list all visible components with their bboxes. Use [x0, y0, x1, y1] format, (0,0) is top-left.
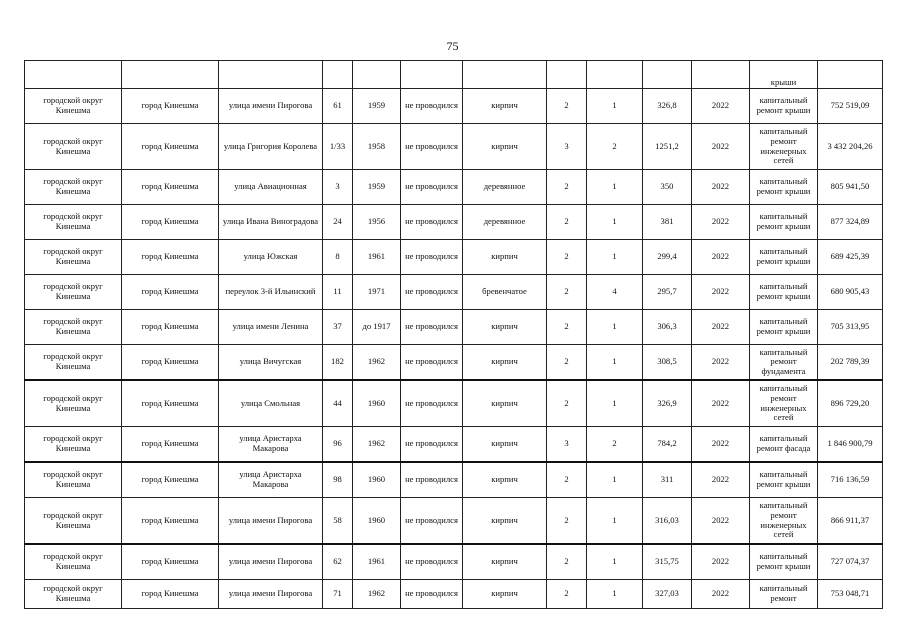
carry-cell — [353, 61, 401, 89]
previous-repair-cell: не проводился — [401, 580, 463, 609]
house-number-cell: 44 — [323, 380, 353, 427]
work-type-cell: капитальный ремонт фасада — [750, 427, 818, 463]
build-year-cell: 1956 — [353, 205, 401, 240]
street-cell: улица имени Ленина — [219, 310, 323, 345]
street-cell: улица имени Пирогова — [219, 544, 323, 580]
district-cell: городской округ Кинешма — [25, 498, 122, 545]
city-cell: город Кинешма — [122, 427, 219, 463]
table-row — [25, 544, 883, 580]
carry-cell — [818, 61, 883, 89]
cost-cell: 877 324,89 — [818, 205, 883, 240]
entrances-cell: 1 — [587, 205, 643, 240]
area-cell: 311 — [643, 462, 692, 498]
district-cell: городской округ Кинешма — [25, 124, 122, 170]
street-cell: улица Аристарха Макарова — [219, 462, 323, 498]
build-year-cell: 1962 — [353, 427, 401, 463]
city-cell: город Кинешма — [122, 275, 219, 310]
street-cell: улица Ивана Виноградова — [219, 205, 323, 240]
build-year-cell: 1960 — [353, 380, 401, 427]
entrances-cell: 2 — [587, 427, 643, 463]
table-row — [25, 275, 883, 310]
build-year-cell: 1961 — [353, 544, 401, 580]
area-cell: 326,8 — [643, 89, 692, 124]
district-cell: городской округ Кинешма — [25, 310, 122, 345]
district-cell: городской округ Кинешма — [25, 380, 122, 427]
entrances-cell: 1 — [587, 310, 643, 345]
city-cell: город Кинешма — [122, 170, 219, 205]
city-cell: город Кинешма — [122, 89, 219, 124]
build-year-cell: 1960 — [353, 498, 401, 545]
street-cell: улица Аристарха Макарова — [219, 427, 323, 463]
previous-repair-cell: не проводился — [401, 462, 463, 498]
wall-material-cell: бревенчатое — [463, 275, 547, 310]
build-year-cell: 1971 — [353, 275, 401, 310]
city-cell: город Кинешма — [122, 462, 219, 498]
wall-material-cell: кирпич — [463, 380, 547, 427]
house-number-cell: 1/33 — [323, 124, 353, 170]
page-number: 75 — [446, 39, 459, 53]
table-row — [25, 580, 883, 609]
carry-cell — [401, 61, 463, 89]
city-cell: город Кинешма — [122, 240, 219, 275]
entrances-cell: 1 — [587, 544, 643, 580]
carry-cell — [463, 61, 547, 89]
house-number-cell: 61 — [323, 89, 353, 124]
area-cell: 306,3 — [643, 310, 692, 345]
wall-material-cell: деревянное — [463, 170, 547, 205]
district-cell: городской округ Кинешма — [25, 170, 122, 205]
floors-cell: 2 — [547, 380, 587, 427]
floors-cell: 2 — [547, 498, 587, 545]
build-year-cell: 1960 — [353, 462, 401, 498]
work-type-cell: капитальный ремонт крыши — [750, 275, 818, 310]
plan-year-cell: 2022 — [692, 240, 750, 275]
area-cell: 1251,2 — [643, 124, 692, 170]
cost-cell: 752 519,09 — [818, 89, 883, 124]
table-body — [25, 61, 883, 609]
wall-material-cell: кирпич — [463, 345, 547, 381]
house-number-cell: 96 — [323, 427, 353, 463]
build-year-cell: 1958 — [353, 124, 401, 170]
table-row — [25, 170, 883, 205]
street-cell: улица Вичугская — [219, 345, 323, 381]
cost-cell: 753 048,71 — [818, 580, 883, 609]
plan-year-cell: 2022 — [692, 462, 750, 498]
plan-year-cell: 2022 — [692, 580, 750, 609]
street-cell: улица Южская — [219, 240, 323, 275]
floors-cell: 2 — [547, 205, 587, 240]
previous-repair-cell: не проводился — [401, 275, 463, 310]
entrances-cell: 1 — [587, 240, 643, 275]
cost-cell: 3 432 204,26 — [818, 124, 883, 170]
district-cell: городской округ Кинешма — [25, 345, 122, 381]
cost-cell: 1 846 900,79 — [818, 427, 883, 463]
street-cell: улица имени Пирогова — [219, 498, 323, 545]
previous-repair-cell: не проводился — [401, 310, 463, 345]
entrances-cell: 1 — [587, 345, 643, 381]
previous-repair-cell: не проводился — [401, 380, 463, 427]
cost-cell: 866 911,37 — [818, 498, 883, 545]
plan-year-cell: 2022 — [692, 427, 750, 463]
house-number-cell: 8 — [323, 240, 353, 275]
area-cell: 381 — [643, 205, 692, 240]
wall-material-cell: кирпич — [463, 89, 547, 124]
plan-year-cell: 2022 — [692, 89, 750, 124]
cost-cell: 689 425,39 — [818, 240, 883, 275]
entrances-cell: 2 — [587, 124, 643, 170]
floors-cell: 2 — [547, 544, 587, 580]
wall-material-cell: кирпич — [463, 462, 547, 498]
cost-cell: 716 136,59 — [818, 462, 883, 498]
plan-year-cell: 2022 — [692, 380, 750, 427]
street-cell: улица имени Пирогова — [219, 89, 323, 124]
carry-cell — [587, 61, 643, 89]
floors-cell: 2 — [547, 310, 587, 345]
wall-material-cell: кирпич — [463, 240, 547, 275]
city-cell: город Кинешма — [122, 310, 219, 345]
district-cell: городской округ Кинешма — [25, 89, 122, 124]
area-cell: 326,9 — [643, 380, 692, 427]
wall-material-cell: кирпич — [463, 124, 547, 170]
floors-cell: 2 — [547, 275, 587, 310]
street-cell: улица Григория Королева — [219, 124, 323, 170]
work-type-cell: капитальный ремонт крыши — [750, 310, 818, 345]
plan-year-cell: 2022 — [692, 345, 750, 381]
district-cell: городской округ Кинешма — [25, 544, 122, 580]
street-cell: улица Смольная — [219, 380, 323, 427]
work-type-cell: капитальный ремонт — [750, 580, 818, 609]
city-cell: город Кинешма — [122, 380, 219, 427]
entrances-cell: 4 — [587, 275, 643, 310]
area-cell: 299,4 — [643, 240, 692, 275]
district-cell: городской округ Кинешма — [25, 580, 122, 609]
house-number-cell: 24 — [323, 205, 353, 240]
work-type-cell: капитальный ремонт крыши — [750, 544, 818, 580]
cost-cell: 680 905,43 — [818, 275, 883, 310]
previous-repair-cell: не проводился — [401, 124, 463, 170]
previous-repair-cell: не проводился — [401, 427, 463, 463]
city-cell: город Кинешма — [122, 345, 219, 381]
previous-repair-cell: не проводился — [401, 89, 463, 124]
street-cell: улица имени Пирогова — [219, 580, 323, 609]
house-number-cell: 3 — [323, 170, 353, 205]
city-cell: город Кинешма — [122, 498, 219, 545]
plan-year-cell: 2022 — [692, 205, 750, 240]
area-cell: 308,5 — [643, 345, 692, 381]
plan-year-cell: 2022 — [692, 498, 750, 545]
carry-over-row — [25, 61, 883, 89]
entrances-cell: 1 — [587, 462, 643, 498]
previous-repair-cell: не проводился — [401, 498, 463, 545]
wall-material-cell: кирпич — [463, 498, 547, 545]
wall-material-cell: кирпич — [463, 427, 547, 463]
entrances-cell: 1 — [587, 89, 643, 124]
build-year-cell: до 1917 — [353, 310, 401, 345]
work-type-cell: капитальный ремонт инженерных сетей — [750, 498, 818, 545]
area-cell: 316,03 — [643, 498, 692, 545]
work-type-cell: капитальный ремонт крыши — [750, 462, 818, 498]
district-cell: городской округ Кинешма — [25, 462, 122, 498]
carry-work-cell: крыши — [750, 61, 818, 89]
work-type-cell: капитальный ремонт крыши — [750, 205, 818, 240]
district-cell: городской округ Кинешма — [25, 205, 122, 240]
house-number-cell: 98 — [323, 462, 353, 498]
carry-cell — [122, 61, 219, 89]
house-number-cell: 58 — [323, 498, 353, 545]
cost-cell: 727 074,37 — [818, 544, 883, 580]
wall-material-cell: кирпич — [463, 310, 547, 345]
house-number-cell: 182 — [323, 345, 353, 381]
area-cell: 295,7 — [643, 275, 692, 310]
table-row — [25, 345, 883, 381]
housing-repair-table — [24, 60, 883, 609]
table-row — [25, 240, 883, 275]
area-cell: 784,2 — [643, 427, 692, 463]
district-cell: городской округ Кинешма — [25, 427, 122, 463]
house-number-cell: 11 — [323, 275, 353, 310]
build-year-cell: 1959 — [353, 170, 401, 205]
entrances-cell: 1 — [587, 580, 643, 609]
previous-repair-cell: не проводился — [401, 345, 463, 381]
carry-cell — [692, 61, 750, 89]
cost-cell: 705 313,95 — [818, 310, 883, 345]
wall-material-cell: кирпич — [463, 544, 547, 580]
build-year-cell: 1961 — [353, 240, 401, 275]
floors-cell: 3 — [547, 427, 587, 463]
carry-cell — [547, 61, 587, 89]
previous-repair-cell: не проводился — [401, 240, 463, 275]
cost-cell: 202 789,39 — [818, 345, 883, 381]
floors-cell: 2 — [547, 580, 587, 609]
plan-year-cell: 2022 — [692, 544, 750, 580]
plan-year-cell: 2022 — [692, 124, 750, 170]
carry-cell — [643, 61, 692, 89]
build-year-cell: 1962 — [353, 580, 401, 609]
build-year-cell: 1962 — [353, 345, 401, 381]
city-cell: город Кинешма — [122, 124, 219, 170]
house-number-cell: 62 — [323, 544, 353, 580]
previous-repair-cell: не проводился — [401, 205, 463, 240]
cost-cell: 896 729,20 — [818, 380, 883, 427]
work-type-cell: капитальный ремонт инженерных сетей — [750, 380, 818, 427]
area-cell: 350 — [643, 170, 692, 205]
table-row — [25, 89, 883, 124]
table-row — [25, 124, 883, 170]
table-row — [25, 380, 883, 427]
carry-cell — [219, 61, 323, 89]
floors-cell: 3 — [547, 124, 587, 170]
house-number-cell: 37 — [323, 310, 353, 345]
carry-cell — [25, 61, 122, 89]
work-type-cell: капитальный ремонт крыши — [750, 89, 818, 124]
table-row — [25, 462, 883, 498]
table-row — [25, 205, 883, 240]
house-number-cell: 71 — [323, 580, 353, 609]
wall-material-cell: кирпич — [463, 580, 547, 609]
plan-year-cell: 2022 — [692, 275, 750, 310]
floors-cell: 2 — [547, 345, 587, 381]
cost-cell: 805 941,50 — [818, 170, 883, 205]
entrances-cell: 1 — [587, 170, 643, 205]
table-row — [25, 310, 883, 345]
plan-year-cell: 2022 — [692, 170, 750, 205]
floors-cell: 2 — [547, 170, 587, 205]
previous-repair-cell: не проводился — [401, 544, 463, 580]
city-cell: город Кинешма — [122, 544, 219, 580]
plan-year-cell: 2022 — [692, 310, 750, 345]
floors-cell: 2 — [547, 240, 587, 275]
area-cell: 315,75 — [643, 544, 692, 580]
floors-cell: 2 — [547, 89, 587, 124]
floors-cell: 2 — [547, 462, 587, 498]
work-type-cell: капитальный ремонт крыши — [750, 240, 818, 275]
street-cell: переулок 3-й Ильинский — [219, 275, 323, 310]
carry-cell — [323, 61, 353, 89]
table-row — [25, 427, 883, 463]
city-cell: город Кинешма — [122, 205, 219, 240]
work-type-cell: капитальный ремонт крыши — [750, 170, 818, 205]
district-cell: городской округ Кинешма — [25, 240, 122, 275]
entrances-cell: 1 — [587, 498, 643, 545]
city-cell: город Кинешма — [122, 580, 219, 609]
district-cell: городской округ Кинешма — [25, 275, 122, 310]
street-cell: улица Авиационная — [219, 170, 323, 205]
entrances-cell: 1 — [587, 380, 643, 427]
previous-repair-cell: не проводился — [401, 170, 463, 205]
work-type-cell: капитальный ремонт фундамента — [750, 345, 818, 381]
table-row — [25, 498, 883, 545]
build-year-cell: 1959 — [353, 89, 401, 124]
area-cell: 327,03 — [643, 580, 692, 609]
wall-material-cell: деревянное — [463, 205, 547, 240]
work-type-cell: капитальный ремонт инженерных сетей — [750, 124, 818, 170]
